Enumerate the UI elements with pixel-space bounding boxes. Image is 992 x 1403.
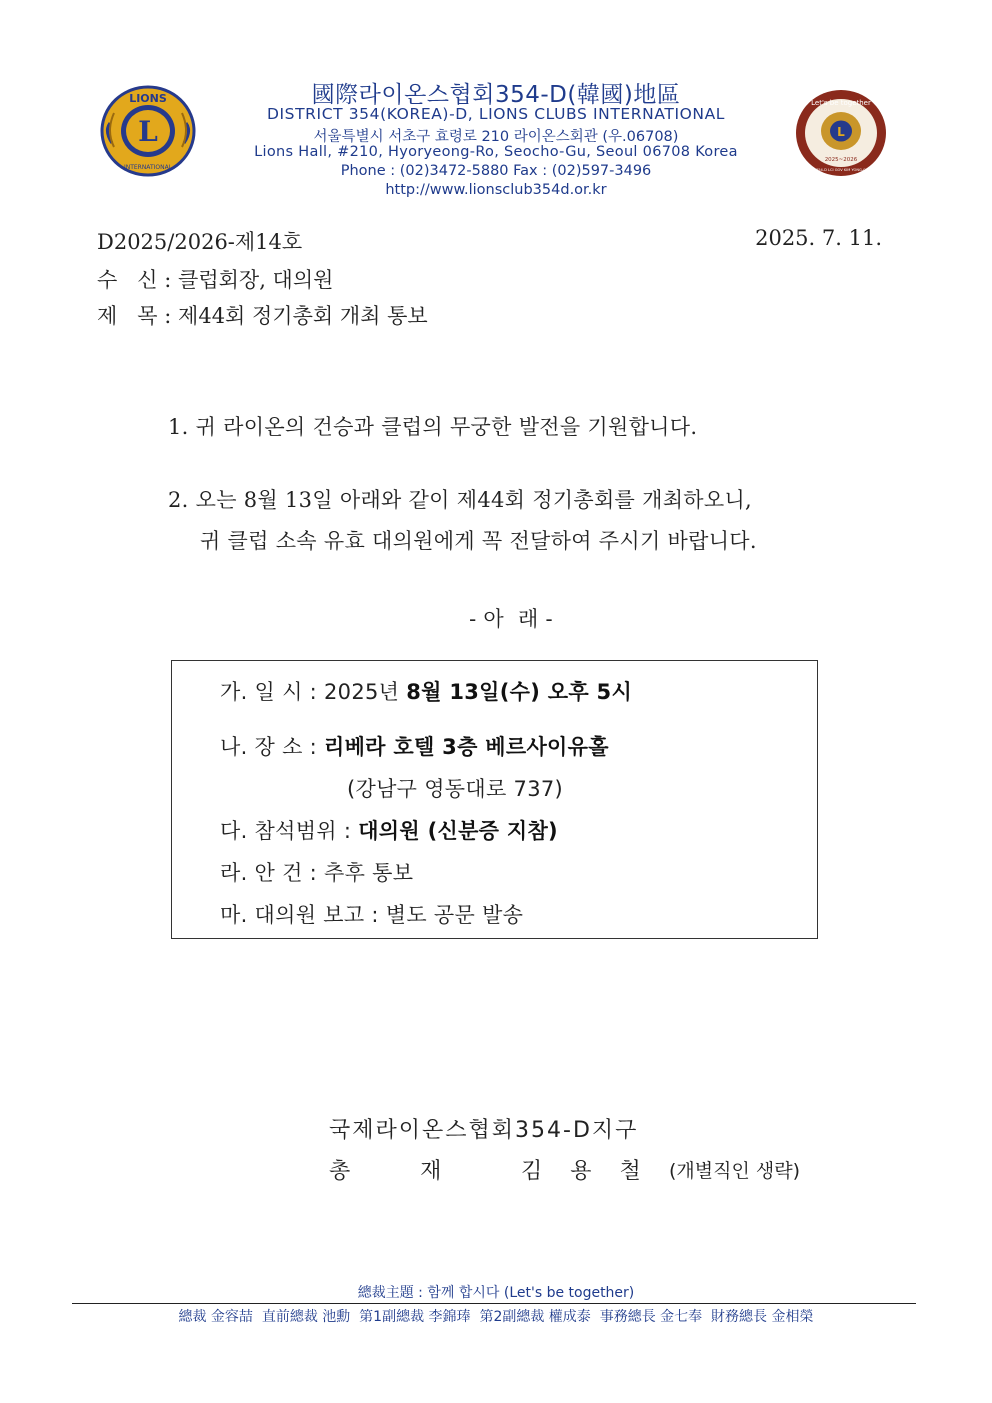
detail-scope-bold: 대의원 (신분증 지참) — [358, 819, 558, 843]
district-governor-seal — [793, 87, 889, 179]
recipient-label: 수 신 : — [97, 268, 172, 292]
district-name-en: DISTRICT 354(KOREA)-D, LIONS CLUBS INTERNATIONAL — [266, 105, 726, 123]
detail-scope-label: 다. 참석범위 : — [220, 819, 359, 843]
logo-top-text: LIONS — [129, 92, 167, 105]
detail-date — [220, 676, 632, 706]
seal-bottom-text: DIST 354-D LCI GOV KIM YONG-CHEOL — [806, 168, 876, 172]
detail-agenda — [220, 857, 413, 887]
detail-report-label: 마. 대의원 보고 : — [220, 903, 386, 927]
seal-top-text: Let's be together — [811, 99, 871, 107]
detail-report — [220, 899, 523, 929]
below-heading: - 아 래 - — [469, 607, 553, 631]
detail-date-label: 가. 일 시 : — [220, 680, 325, 704]
governor-theme: 總裁主題 : 함께 합시다 (Let's be together) — [357, 1285, 635, 1301]
logo-letter: L — [138, 115, 158, 148]
paragraph-2-line-2: 귀 클럽 소속 유효 대의원에게 꼭 전달하여 주시기 바랍니다. — [200, 529, 757, 553]
signature-name: 김 용 철 — [521, 1159, 641, 1184]
address-ko: 서울특별시 서초구 효령로 210 라이온스회관 (우.06708) — [313, 129, 679, 145]
website-link[interactable]: http://www.lionsclub354d.or.kr — [385, 182, 607, 198]
recipient-line — [97, 264, 333, 294]
officers-list: 總裁 金容喆 直前總裁 池勳 第1副總裁 李錦琫 第2副總裁 權成泰 事務總長 金七奉 財務總長 金相榮 — [178, 1309, 814, 1325]
address-en: Lions Hall, #210, Hyoryeong-Ro, Seocho-Gu, Seoul 06708 Korea — [254, 144, 738, 160]
detail-date-plain: 2025년 — [324, 680, 407, 704]
detail-place-address: (강남구 영동대로 737) — [347, 777, 564, 801]
subject-line — [97, 300, 428, 330]
signature-organization: 국제라이온스협회354-D지구 — [329, 1118, 639, 1143]
seal-years: 2025~2026 — [824, 157, 858, 163]
seal-letter: L — [837, 125, 845, 139]
subject-value: 제44회 정기총회 개최 통보 — [178, 304, 428, 328]
detail-place-bold: 리베라 호텔 3층 베르사이유홀 — [324, 735, 609, 759]
phone-fax: Phone : (02)3472-5880 Fax : (02)597-3496 — [340, 163, 652, 179]
district-title: 國際라이온스협회354-D(韓國)地區 — [311, 82, 681, 108]
detail-place — [220, 731, 609, 761]
subject-label: 제 목 : — [97, 304, 172, 328]
detail-date-bold: 8월 13일(수) 오후 5시 — [406, 680, 633, 704]
detail-place-label: 나. 장 소 : — [220, 735, 325, 759]
footer-divider — [72, 1303, 916, 1304]
paragraph-1: 1. 귀 라이온의 건승과 클럽의 무궁한 발전을 기원합니다. — [168, 415, 698, 439]
detail-report-value: 별도 공문 발송 — [385, 903, 524, 927]
document-number: D2025/2026-제14호 — [97, 230, 303, 254]
signature-title: 총 재 — [329, 1159, 442, 1184]
detail-scope — [220, 815, 558, 845]
recipient-value: 클럽회장, 대의원 — [178, 268, 334, 292]
detail-agenda-value: 추후 통보 — [324, 861, 414, 885]
lions-international-logo — [98, 83, 198, 179]
paragraph-2-line-1: 2. 오는 8월 13일 아래와 같이 제44회 정기총회를 개최하오니, — [168, 488, 753, 512]
signature-note: (개별직인 생략) — [669, 1160, 800, 1182]
document-date: 2025. 7. 11. — [755, 226, 882, 250]
logo-bottom-text: INTERNATIONAL — [123, 164, 173, 171]
detail-agenda-label: 라. 안 건 : — [220, 861, 325, 885]
